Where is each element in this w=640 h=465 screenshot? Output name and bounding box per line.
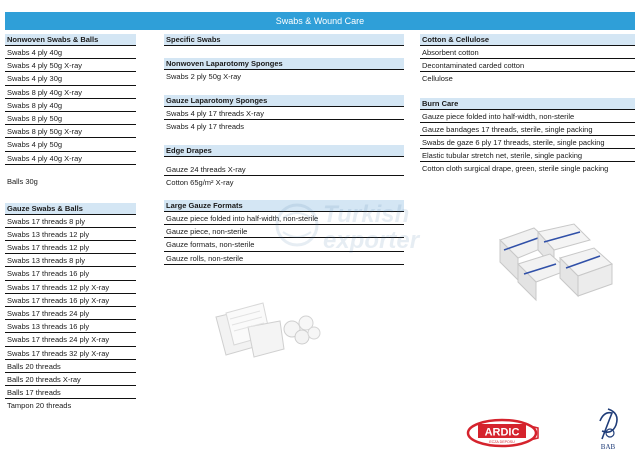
- list-item: Swabs 8 ply 40g: [5, 99, 136, 112]
- list-item: Tampon 20 threads: [7, 401, 72, 411]
- list-item: Swabs 13 threads 8 ply: [5, 254, 136, 267]
- list-item: Cellulose: [422, 74, 453, 84]
- list-item: Swabs 4 ply 40g X-ray: [5, 152, 136, 165]
- list-item: Swabs 13 threads 16 ply: [5, 320, 136, 333]
- list-item: Swabs 13 threads 12 ply: [5, 228, 136, 241]
- list-item: Swabs 8 ply 40g X-ray: [5, 86, 136, 99]
- section-heading-nonwoven: Nonwoven Swabs & Balls: [5, 34, 136, 46]
- bab-logo: [590, 403, 626, 457]
- list-item: Gauze formats, non-sterile: [164, 238, 404, 251]
- list-item: Swabs 8 ply 50g: [5, 112, 136, 125]
- list-item: Gauze piece, non-sterile: [164, 225, 404, 238]
- list-item: Gauze 24 threads X-ray: [164, 163, 404, 176]
- bab-logo-text: BAB: [600, 443, 616, 451]
- list-item: Swabs 4 ply 50g: [5, 138, 136, 151]
- list-item: Gauze rolls, non-sterile: [164, 252, 404, 265]
- section-heading-large-gauze: Large Gauze Formats: [164, 200, 404, 212]
- list-item: Swabs 17 threads 8 ply: [5, 215, 136, 228]
- gauze-swabs-image: [208, 295, 323, 365]
- list-item: Elastic tubular stretch net, sterile, single packing: [420, 149, 635, 162]
- list-item: Swabs 4 ply 17 threads X-ray: [164, 107, 404, 120]
- list-item: Swabs 17 threads 24 ply X-ray: [5, 333, 136, 346]
- list-item: Swabs 2 ply 50g X-ray: [166, 72, 242, 81]
- list-item: Swabs 17 threads 32 ply X-ray: [5, 347, 136, 360]
- watermark-line1: Turkish: [323, 201, 410, 228]
- page-title: Swabs & Wound Care: [5, 12, 635, 30]
- list-item: Swabs 4 ply 40g: [5, 46, 136, 59]
- section-heading-edge-drapes: Edge Drapes: [164, 145, 404, 157]
- packaged-sponges-image: [490, 218, 618, 310]
- section-heading-gauze-laparotomy: Gauze Laparotomy Sponges: [164, 95, 404, 107]
- watermark-line2: exporter: [323, 227, 420, 254]
- list-item: Gauze piece folded into half-width, non-sterile: [164, 212, 404, 225]
- list-item: Swabs de gaze 6 ply 17 threads, sterile, single packing: [420, 136, 635, 149]
- ardic-logo-subtext: ECZA DEPOSU: [489, 440, 515, 444]
- list-item: Swabs 4 ply 50g X-ray: [5, 59, 136, 72]
- list-item: Swabs 4 ply 17 threads: [166, 122, 244, 132]
- ardic-logo: [466, 418, 542, 448]
- list-item: Cotton 65g/m² X-ray: [166, 177, 234, 187]
- list-item: Decontaminated carded cotton: [420, 59, 635, 72]
- section-heading-specific: Specific Swabs: [164, 34, 404, 46]
- list-item: Cotton cloth surgical drape, green, sterile single packing: [422, 164, 609, 174]
- column-nonwoven-gauze: [5, 34, 136, 413]
- list-item: Swabs 8 ply 50g X-ray: [5, 125, 136, 138]
- list-item: Swabs 4 ply 30g: [5, 72, 136, 85]
- list-item: Balls 17 threads: [5, 386, 136, 399]
- list-item: Swabs 17 threads 24 ply: [5, 307, 136, 320]
- list-item: Balls 20 threads: [5, 360, 136, 373]
- list-item: Swabs 17 threads 16 ply X-ray: [5, 294, 136, 307]
- ardic-logo-text: ARDIC: [484, 426, 520, 439]
- list-item: Balls 30g: [7, 176, 38, 186]
- column-cotton-burn: [420, 34, 635, 184]
- list-item: Swabs 17 threads 12 ply X-ray: [5, 281, 136, 294]
- section-heading-burn-care: Burn Care: [420, 98, 635, 110]
- list-item: Swabs 17 threads 16 ply: [5, 267, 136, 280]
- list-item: Gauze piece folded into half-width, non-sterile: [420, 110, 635, 123]
- section-heading-nonwoven-laparotomy: Nonwoven Laparotomy Sponges: [164, 58, 404, 70]
- watermark-logo: [275, 190, 455, 260]
- list-item: Gauze bandages 17 threads, sterile, single packing: [420, 123, 635, 136]
- section-heading-gauze: Gauze Swabs & Balls: [5, 203, 136, 215]
- section-heading-cotton: Cotton & Cellulose: [420, 34, 635, 46]
- list-item: Swabs 17 threads 12 ply: [5, 241, 136, 254]
- list-item: Balls 20 threads X-ray: [5, 373, 136, 386]
- list-item: Absorbent cotton: [420, 46, 635, 59]
